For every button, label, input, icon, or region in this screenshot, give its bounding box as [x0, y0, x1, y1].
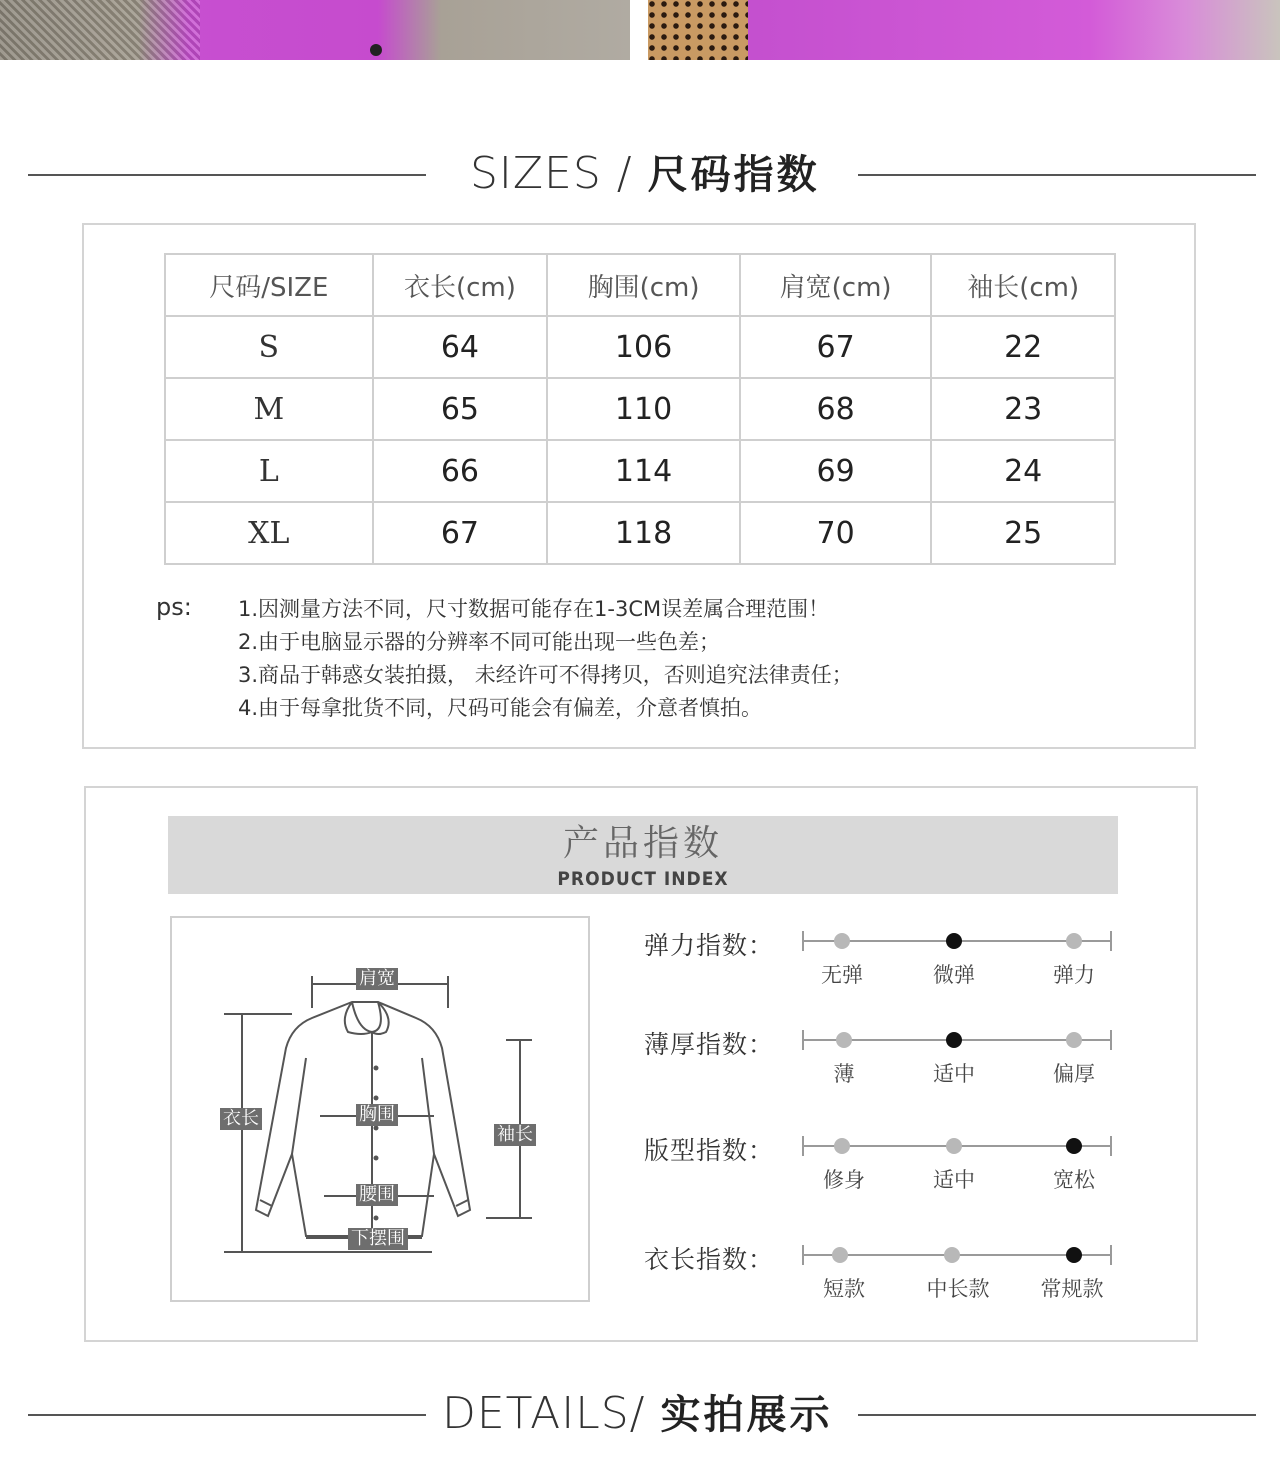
- shoulder-cell: 70: [740, 502, 932, 564]
- index-option: 薄: [833, 1062, 855, 1086]
- index-option: 适中: [933, 1168, 975, 1192]
- index-dot: [946, 1138, 962, 1154]
- sleeve-cell: 22: [931, 316, 1115, 378]
- track-tick: [1110, 1030, 1112, 1050]
- note-item: 4.由于每拿批货不同，尺码可能会有偏差，介意者慎拍。: [238, 696, 763, 720]
- chest-cell: 114: [547, 440, 740, 502]
- thickness-index: [644, 1025, 1124, 1095]
- index-dot: [836, 1032, 852, 1048]
- length-cell: 65: [373, 378, 548, 440]
- index-option: 偏厚: [1053, 1062, 1095, 1086]
- header-size: 尺码/SIZE: [165, 254, 373, 316]
- header-shoulder: 肩宽(cm): [740, 254, 932, 316]
- sleeve-cell: 25: [931, 502, 1115, 564]
- index-dot: [1066, 933, 1082, 949]
- heading-rule-left: [28, 1414, 426, 1416]
- track-tick: [802, 1245, 804, 1265]
- index-option: 修身: [823, 1168, 865, 1192]
- index-dot: [1066, 1247, 1082, 1263]
- header-length: 衣长(cm): [373, 254, 548, 316]
- heading-rule-right: [858, 1414, 1256, 1416]
- garment-measurement-diagram: [170, 916, 590, 1302]
- label-shoulder: 肩宽: [356, 968, 398, 990]
- track-tick: [802, 1136, 804, 1156]
- table-row: [165, 316, 1115, 378]
- index-option: 无弹: [821, 963, 863, 987]
- index-option: 适中: [933, 1062, 975, 1086]
- details-heading-cn: 实拍展示: [660, 1392, 833, 1438]
- index-option: 弹力: [1053, 963, 1095, 987]
- index-name: 薄厚指数：: [644, 1030, 775, 1059]
- index-dot: [834, 933, 850, 949]
- index-dot: [946, 1032, 962, 1048]
- label-chest: 胸围: [356, 1104, 398, 1126]
- index-option: 微弹: [933, 963, 975, 987]
- track-tick: [1110, 1245, 1112, 1265]
- note-item: 1.因测量方法不同，尺寸数据可能存在1-3CM误差属合理范围！: [238, 597, 830, 621]
- size-cell: M: [165, 378, 373, 440]
- length-cell: 66: [373, 440, 548, 502]
- table-row: [165, 378, 1115, 440]
- size-chart-panel: [82, 223, 1196, 749]
- sleeve-cell: 23: [931, 378, 1115, 440]
- track-tick: [802, 1030, 804, 1050]
- label-length: 衣长: [220, 1108, 262, 1130]
- header-chest: 胸围(cm): [547, 254, 740, 316]
- index-dot: [1066, 1138, 1082, 1154]
- table-row: [165, 502, 1115, 564]
- index-dot: [946, 933, 962, 949]
- shoulder-cell: 68: [740, 378, 932, 440]
- details-heading: [0, 1384, 1280, 1444]
- sizes-heading-en: SIZES /: [470, 148, 648, 199]
- track-tick: [1110, 931, 1112, 951]
- track-tick: [802, 931, 804, 951]
- sizes-heading-title: [470, 144, 820, 205]
- notes-label: ps:: [156, 593, 192, 621]
- heading-rule-right: [858, 174, 1256, 176]
- note-item: 2.由于电脑显示器的分辨率不同可能出现一些色差；: [238, 630, 721, 654]
- sizes-heading: [0, 144, 1280, 204]
- product-index-banner: [168, 816, 1118, 894]
- label-waist: 腰围: [356, 1184, 398, 1206]
- index-name: 版型指数：: [644, 1136, 775, 1165]
- details-heading-en: DETAILS/: [442, 1388, 661, 1439]
- details-heading-title: [442, 1384, 832, 1445]
- chest-cell: 106: [547, 316, 740, 378]
- index-dot: [944, 1247, 960, 1263]
- product-photo-right: [648, 0, 1280, 60]
- size-cell: XL: [165, 502, 373, 564]
- product-index-title-en: PRODUCT INDEX: [557, 868, 729, 890]
- chest-cell: 110: [547, 378, 740, 440]
- header-sleeve: 袖长(cm): [931, 254, 1115, 316]
- knit-texture: [0, 0, 200, 60]
- sizes-heading-cn: 尺码指数: [647, 152, 820, 198]
- garment-button: [370, 44, 382, 56]
- index-option: 常规款: [1040, 1277, 1104, 1301]
- table-row: [165, 440, 1115, 502]
- product-index-panel: [84, 786, 1198, 1342]
- heading-rule-left: [28, 174, 426, 176]
- length-cell: 64: [373, 316, 548, 378]
- size-table-header: [165, 254, 1115, 316]
- elasticity-index: [644, 926, 1124, 996]
- product-photo-left: [0, 0, 630, 60]
- fit-index: [644, 1131, 1124, 1201]
- sleeve-cell: 24: [931, 440, 1115, 502]
- index-option: 宽松: [1053, 1168, 1095, 1192]
- track-tick: [1110, 1136, 1112, 1156]
- index-dot: [834, 1138, 850, 1154]
- shoulder-cell: 67: [740, 316, 932, 378]
- length-cell: 67: [373, 502, 548, 564]
- notes-list: [238, 593, 853, 725]
- note-item: 3.商品于韩惑女装拍摄， 未经许可不得拷贝，否则追究法律责任；: [238, 663, 853, 687]
- chest-cell: 118: [547, 502, 740, 564]
- product-index-title-cn: 产品指数: [562, 823, 723, 864]
- index-dot: [832, 1247, 848, 1263]
- label-sleeve: 袖长: [494, 1124, 536, 1146]
- index-dot: [1066, 1032, 1082, 1048]
- size-cell: L: [165, 440, 373, 502]
- length-index: [644, 1240, 1124, 1310]
- size-cell: S: [165, 316, 373, 378]
- index-option: 中长款: [926, 1277, 990, 1301]
- size-table: [164, 253, 1116, 565]
- leopard-texture: [648, 0, 748, 60]
- index-option: 短款: [823, 1277, 865, 1301]
- shoulder-cell: 69: [740, 440, 932, 502]
- index-name: 弹力指数：: [644, 931, 775, 960]
- index-name: 衣长指数：: [644, 1245, 775, 1274]
- label-hem: 下摆围: [348, 1228, 408, 1250]
